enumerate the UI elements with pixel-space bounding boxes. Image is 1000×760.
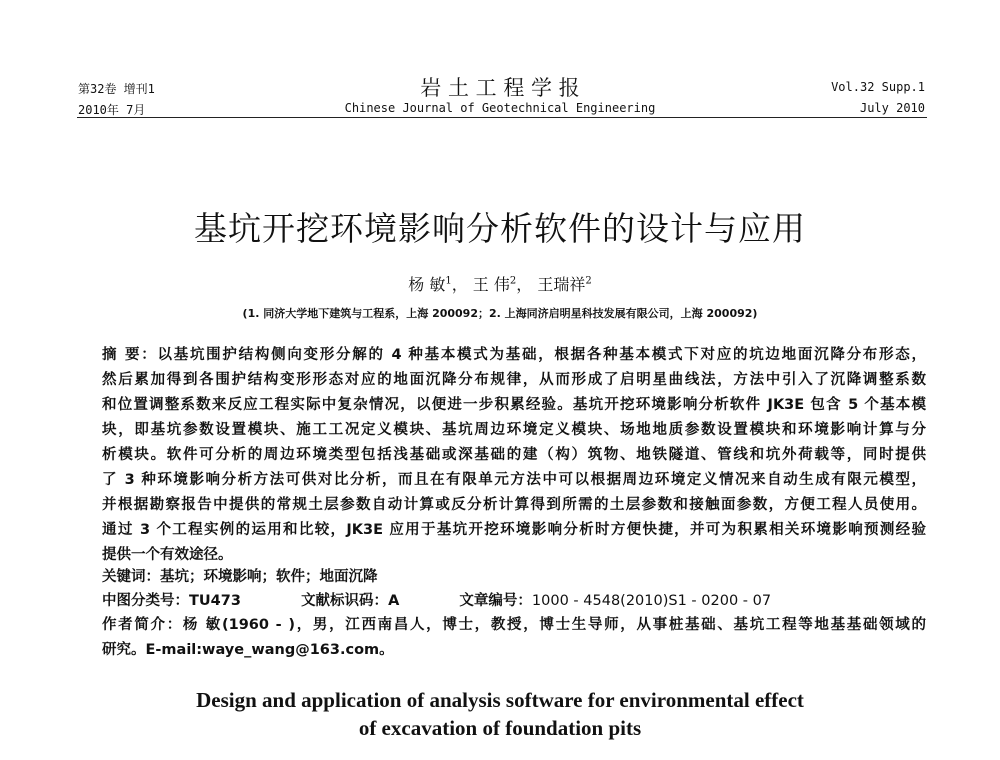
author-bio-line2: 研究。E-mail:waye_wang@163.com。: [102, 642, 394, 658]
author: 王瑞祥: [537, 275, 586, 294]
authors: 杨 敏$^1$， 王 伟$^2$， 王瑞祥$^2$: [408, 275, 592, 294]
abstract-label: 摘 要：: [102, 347, 158, 363]
author: 杨 敏: [408, 275, 446, 294]
abstract-line: 通过 3 个工程实例的运用和比较，JK3E 应用于基坑开挖环境影响分析时方便快捷，并可为积累相关环境影响预测经验: [102, 522, 926, 538]
abstract-line: 和位置调整系数来反应工程实际中复杂情况，以便进一步积累经验。基坑开挖环境影响分析软件 JK3E 包含 5 个基本模: [102, 397, 926, 413]
journal-title-en: Chinese Journal of Geotechnical Engineering: [344, 101, 656, 115]
abstract-line: 提供一个有效途径。: [102, 547, 233, 563]
affiliations: (1. 同济大学地下建筑与工程系，上海 200092；2. 上海同济启明星科技发展有限公司，上海 200092): [242, 307, 758, 320]
abstract-line: 析模块。软件可分析的周边环境类型包括浅基础或深基础的建（构）筑物、地铁隧道、管线和坑外荷载等，同时提供: [102, 447, 926, 463]
classification: 中图分类号：TU473 文献标识码：A 文章编号：1000 - 4548(2010)S1 - 0200 - 07: [102, 593, 772, 609]
abstract-line: 然后累加得到各围护结构变形形态对应的地面沉降分布规律，从而形成了启明星曲线法，方法中引入了沉降调整系数: [102, 372, 926, 388]
abstract-line: 并根据勘察报告中提供的常规土层参数自动计算或反分析计算得到所需的土层参数和接触面参数，方便工程人员使用。: [102, 497, 926, 513]
abstract-line: 块，即基坑参数设置模块、施工工况定义模块、基坑周边环境定义模块、场地地质参数设置模块和环境影响计算与分: [102, 422, 926, 438]
abstract-line: 摘 要：以基坑围护结构侧向变形分解的 4 种基本模式为基础，根据各种基本模式下对应的坑边地面沉降分布形态，: [102, 347, 926, 363]
author: 王 伟: [472, 275, 510, 294]
journal-title-cn: 岩 土 工 程 学 报: [420, 76, 580, 100]
volume-cn: 第32卷 增刊1: [78, 82, 155, 96]
header-rule: [77, 117, 927, 118]
title-cn: 基坑开挖环境影响分析软件的设计与应用: [194, 209, 806, 248]
title-en-line1: Design and application of analysis software for environmental effect: [196, 688, 804, 712]
title-en-line2: of excavation of foundation pits: [358, 716, 642, 740]
date-cn: 2010年 7月: [78, 103, 146, 117]
volume-en: Vol.32 Supp.1: [831, 80, 925, 94]
keywords: 关键词：基坑；环境影响；软件；地面沉降: [102, 569, 378, 585]
date-en: July 2010: [859, 101, 925, 115]
abstract-line: 了 3 种环境影响分析方法可供对比分析，而且在有限单元方法中可以根据周边环境定义情况来自动生成有限元模型，: [102, 472, 926, 488]
author-bio: 作者简介：杨 敏(1960 - )，男，江西南昌人，博士，教授，博士生导师，从事桩基础、基坑工程等地基基础领域的: [102, 617, 926, 633]
